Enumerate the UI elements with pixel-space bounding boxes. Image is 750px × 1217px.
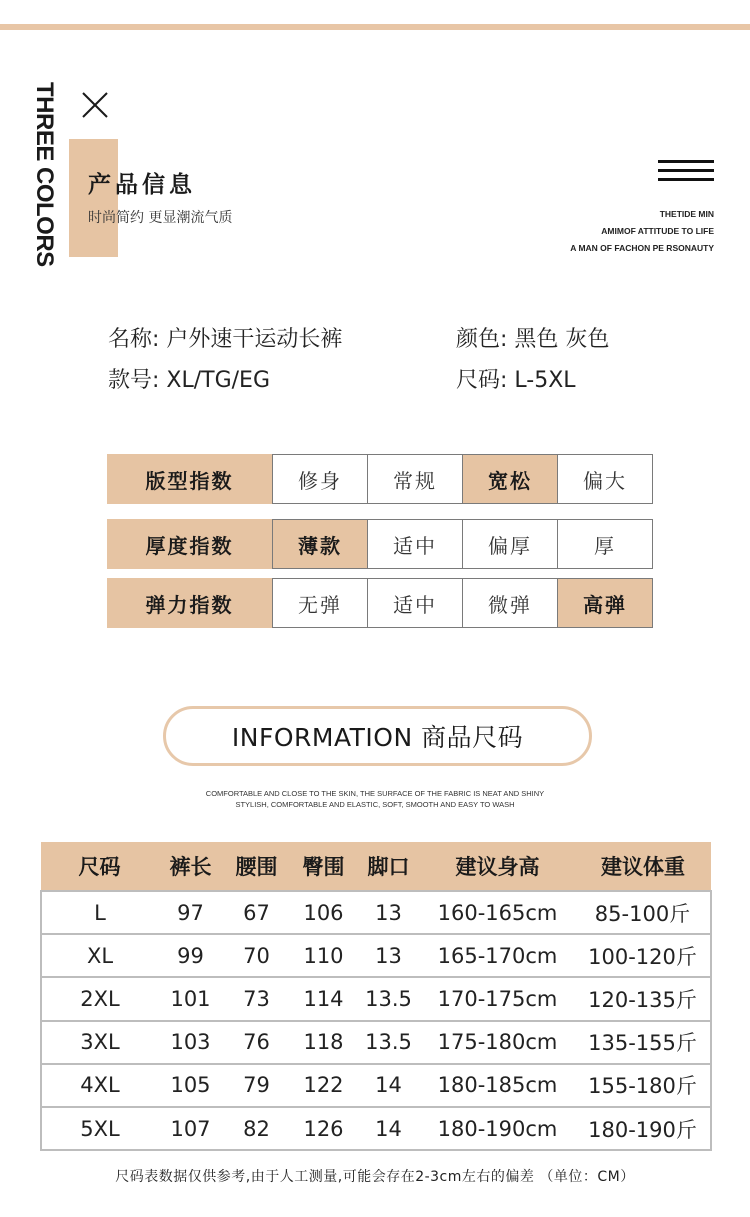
table-cell: 160-165cm [420, 891, 575, 934]
table-cell: 73 [223, 977, 290, 1020]
table-header-cell: 建议身高 [420, 842, 575, 891]
index-option: 适中 [367, 578, 463, 628]
top-accent-bar [0, 24, 750, 30]
product-model: 款号: XL/TG/EG [108, 368, 270, 393]
index-option: 偏大 [557, 454, 653, 504]
table-cell: 85-100斤 [575, 891, 711, 934]
table-header-cell: 腰围 [223, 842, 290, 891]
table-cell: 99 [158, 934, 223, 977]
table-header-row [41, 842, 711, 891]
section-subtitle: 时尚简约 更显潮流气质 [88, 210, 233, 226]
table-header-cell: 裤长 [158, 842, 223, 891]
section-title: 产品信息 [88, 172, 196, 198]
table-cell: 79 [223, 1064, 290, 1107]
table-row [41, 891, 711, 934]
table-cell: 70 [223, 934, 290, 977]
table-cell: 180-190斤 [575, 1107, 711, 1150]
table-cell: 170-175cm [420, 977, 575, 1020]
table-header-cell: 尺码 [41, 842, 158, 891]
product-name: 名称: 户外速干运动长裤 [108, 327, 343, 352]
stripes-icon [658, 160, 714, 187]
table-cell: 101 [158, 977, 223, 1020]
table-cell: 118 [290, 1021, 357, 1064]
vertical-brand-text: THREE COLORS [31, 82, 58, 267]
table-header-cell: 脚口 [357, 842, 420, 891]
table-cell: 3XL [41, 1021, 158, 1064]
table-cell: 122 [290, 1064, 357, 1107]
index-row [107, 519, 653, 569]
index-row [107, 578, 653, 628]
table-cell: 76 [223, 1021, 290, 1064]
table-row [41, 1107, 711, 1150]
description-line: COMFORTABLE AND CLOSE TO THE SKIN, THE SURFACE OF THE FABRIC IS NEAT AND SHINY [205, 789, 545, 798]
index-option: 薄款 [272, 519, 368, 569]
index-option: 厚 [557, 519, 653, 569]
table-row [41, 934, 711, 977]
information-description [0, 788, 750, 810]
information-heading: INFORMATION 商品尺码 [163, 706, 592, 766]
table-cell: 103 [158, 1021, 223, 1064]
table-cell: 100-120斤 [575, 934, 711, 977]
table-cell: 107 [158, 1107, 223, 1150]
tagline-line: AMIMOF ATTITUDE TO LIFE [601, 226, 714, 236]
tagline-line: THETIDE MIN [659, 209, 714, 219]
index-option: 适中 [367, 519, 463, 569]
table-cell: 13.5 [357, 1021, 420, 1064]
table-row [41, 1021, 711, 1064]
table-cell: 106 [290, 891, 357, 934]
index-label: 厚度指数 [107, 519, 272, 569]
table-cell: 135-155斤 [575, 1021, 711, 1064]
index-label: 版型指数 [107, 454, 272, 504]
table-cell: 120-135斤 [575, 977, 711, 1020]
index-option: 宽松 [462, 454, 558, 504]
table-cell: L [41, 891, 158, 934]
table-cell: 67 [223, 891, 290, 934]
table-cell: 2XL [41, 977, 158, 1020]
table-cell: 126 [290, 1107, 357, 1150]
english-tagline [570, 206, 714, 257]
table-cell: 180-190cm [420, 1107, 575, 1150]
table-cell: 82 [223, 1107, 290, 1150]
index-option: 高弹 [557, 578, 653, 628]
size-table [40, 842, 712, 1151]
table-header-cell: 建议体重 [575, 842, 711, 891]
index-option: 微弹 [462, 578, 558, 628]
index-option: 偏厚 [462, 519, 558, 569]
footnote: 尺码表数据仅供参考,由于人工测量,可能会存在2-3cm左右的偏差 （单位：CM） [115, 1169, 635, 1185]
index-row [107, 454, 653, 504]
table-cell: 175-180cm [420, 1021, 575, 1064]
table-row [41, 977, 711, 1020]
table-header-cell: 臀围 [290, 842, 357, 891]
table-cell: 13 [357, 934, 420, 977]
table-cell: 110 [290, 934, 357, 977]
table-cell: 13.5 [357, 977, 420, 1020]
table-cell: 13 [357, 891, 420, 934]
product-size-range: 尺码: L-5XL [456, 368, 576, 393]
table-cell: 165-170cm [420, 934, 575, 977]
table-cell: 14 [357, 1064, 420, 1107]
table-cell: 5XL [41, 1107, 158, 1150]
table-row [41, 1064, 711, 1107]
table-cell: 155-180斤 [575, 1064, 711, 1107]
table-cell: 97 [158, 891, 223, 934]
product-color: 颜色: 黑色 灰色 [456, 327, 610, 352]
table-cell: 105 [158, 1064, 223, 1107]
close-x-icon [80, 90, 110, 120]
index-option: 无弹 [272, 578, 368, 628]
table-cell: 180-185cm [420, 1064, 575, 1107]
description-line: STYLISH, COMFORTABLE AND ELASTIC, SOFT, SMOOTH AND EASY TO WASH [235, 800, 515, 809]
table-cell: 4XL [41, 1064, 158, 1107]
index-option: 常规 [367, 454, 463, 504]
table-cell: XL [41, 934, 158, 977]
tagline-line: A MAN OF FACHON PE RSONAUTY [570, 243, 714, 253]
index-option: 修身 [272, 454, 368, 504]
index-label: 弹力指数 [107, 578, 272, 628]
table-cell: 14 [357, 1107, 420, 1150]
table-cell: 114 [290, 977, 357, 1020]
